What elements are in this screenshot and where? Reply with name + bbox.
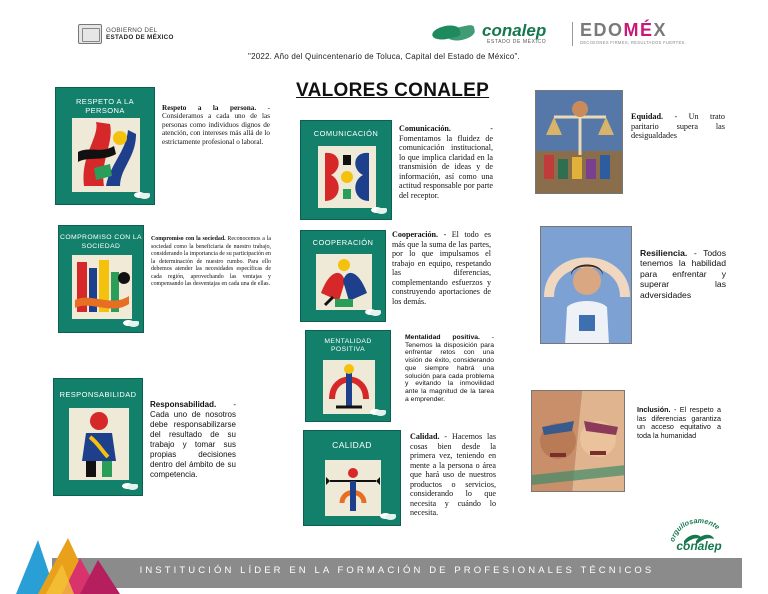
conalep-header-logo	[432, 20, 546, 46]
poster-title: CALIDAD	[332, 440, 372, 450]
value-text: - Hacemos las cosas bien desde la primera vez, teniendo en mente a la persona o área que hará uso de nuestros productos o servicios, considerando lo que necesita y cuándo lo necesita.	[410, 432, 496, 518]
abstract-hands-icon	[315, 253, 373, 311]
edomex-tagline: DECISIONES FIRMES, RESULTADOS FUERTES.	[580, 40, 687, 45]
gobierno-logo	[78, 24, 174, 44]
abstract-arch-icon	[322, 359, 376, 415]
value-text: - Fomentamos la fluidez de comunicación institucional, lo que implica claridad en la transmisión de ideas y de información, así como una actitud responsable por parte del receptor.	[399, 124, 493, 200]
poster-title: MENTALIDAD POSITIVA	[324, 338, 372, 353]
poster-title: COMUNICACIÓN	[313, 129, 379, 138]
abstract-figure-icon	[70, 116, 142, 194]
value-name: Responsabilidad.	[150, 400, 217, 409]
state-seal-icon	[78, 24, 102, 44]
value-name: Compromiso con la sociedad.	[151, 236, 226, 242]
poster-title: RESPONSABILIDAD	[59, 390, 137, 399]
value-text: - Tenemos la disposición para enfrentar retos con una visión de éxito, considerando que siempre habrá una solución para cada problema y evitando la inmovilidad ante la magnitud de la tarea a emprender.	[405, 334, 494, 403]
value-cooperacion-desc	[392, 230, 491, 306]
resiliencia-artwork	[540, 226, 632, 344]
value-name: Comunicación.	[399, 124, 451, 133]
value-name: Resiliencia.	[640, 248, 688, 258]
poster-comunicacion	[300, 120, 392, 220]
poster-responsabilidad	[53, 378, 143, 496]
faces-mosaic-icon	[532, 391, 625, 492]
value-text: - Un trato paritario supera las desigualdades	[631, 112, 725, 141]
value-name: Equidad.	[631, 112, 664, 121]
value-name: Mentalidad positiva.	[405, 334, 480, 341]
footer-tagline: INSTITUCIÓN LÍDER EN LA FORMACIÓN DE PROFESIONALES TÉCNICOS	[139, 565, 655, 576]
conalep-mini-logo-icon	[134, 192, 150, 201]
poster-title: COOPERACIÓN	[312, 238, 374, 247]
abstract-person-icon	[68, 407, 130, 481]
conalep-mini-logo-icon	[370, 409, 386, 418]
value-inclusion-desc	[637, 406, 721, 441]
conalep-mark-icon	[432, 20, 476, 46]
value-text: - Consideramos a cada uno de las personas como individuos dignos de atención, con intereses más allá de lo estrictamente profesional o laboral.	[162, 104, 271, 146]
poster-respeto	[55, 87, 155, 205]
gobierno-line2: ESTADO DE MÉXICO	[106, 34, 174, 41]
equity-scale-icon	[536, 91, 623, 194]
edomex-post: X	[653, 20, 668, 40]
value-text: - Cada uno de nosotros debe responsabilizarse del resultado de su trabajo y tomar sus propias decisiones dentro del ámbito de su competencia.	[150, 400, 236, 479]
value-name: Cooperación.	[392, 230, 439, 239]
value-text: Reconocemos a la sociedad como la beneficiaria de nuestro trabajo, considerando la importancia de su participación en la determinación de nuestro rumbo. Para ello debemos atender las necesidades específicas de cada región, aprovechando las ventajas y compensando las desventajas en cada una de ellas.	[151, 236, 271, 288]
logo-divider	[572, 22, 573, 46]
conalep-mini-logo-icon	[122, 483, 138, 492]
page-title: VALORES CONALEP	[296, 80, 490, 101]
conalep-wordmark: conalep	[482, 20, 547, 40]
value-mentalidad-desc	[405, 334, 494, 404]
value-equidad-desc	[631, 112, 725, 141]
value-comunicacion-desc	[399, 124, 493, 200]
conalep-mini-logo-icon	[371, 207, 387, 216]
value-text: - El respeto a las diferencias garantiza un acceso equitativo a toda la humanidad	[637, 405, 722, 440]
edomex-accent: MÉ	[623, 20, 654, 40]
value-name: Inclusión.	[637, 405, 671, 414]
resilient-person-icon	[541, 227, 632, 344]
equidad-artwork	[535, 90, 623, 194]
value-responsabilidad-desc	[150, 400, 236, 480]
poster-cooperacion	[300, 230, 386, 322]
conalep-mini-logo-icon	[123, 320, 139, 329]
footer-decorative-shapes-icon	[16, 530, 126, 594]
poster-mentalidad	[305, 330, 391, 422]
gobierno-line1: GOBIERNO DEL	[106, 27, 158, 34]
poster-title: COMPROMISO CON LA SOCIEDAD	[60, 234, 142, 250]
poster-calidad	[303, 430, 401, 526]
orgullo-conalep-word: conalep	[676, 539, 722, 553]
value-name: Calidad.	[410, 432, 440, 441]
value-name: Respeto a la persona.	[162, 104, 257, 112]
abstract-community-icon	[71, 254, 133, 320]
value-respeto-desc	[162, 104, 270, 146]
conalep-mini-logo-icon	[380, 513, 396, 522]
conalep-subtitle: ESTADO DE MÉXICO	[487, 38, 547, 45]
value-compromiso-desc	[151, 236, 271, 289]
edomex-pre: EDO	[580, 20, 624, 40]
poster-title: RESPETO A LA PERSONA	[75, 97, 135, 115]
abstract-dialogue-icon	[317, 145, 377, 209]
value-text: - Todos tenemos la habilidad para enfrentar y superar las adversidades	[640, 248, 726, 300]
conalep-mini-logo-icon	[365, 309, 381, 318]
value-resiliencia-desc	[640, 248, 726, 300]
abstract-balance-icon	[324, 459, 382, 517]
inclusion-artwork	[531, 390, 625, 492]
orgullosamente-arc-text: orgullosamente	[667, 515, 722, 543]
edomex-logo	[580, 20, 686, 45]
year-motto: "2022. Año del Quincentenario de Toluca, Capital del Estado de México".	[248, 52, 520, 61]
value-text: - El todo es más que la suma de las partes, por lo que impulsamos el trabajo en equipo, respetando las diferencias, complementando esfuerzos y construyendo aportaciones de los demás.	[392, 230, 491, 306]
poster-compromiso	[58, 225, 144, 333]
value-calidad-desc	[410, 432, 496, 518]
